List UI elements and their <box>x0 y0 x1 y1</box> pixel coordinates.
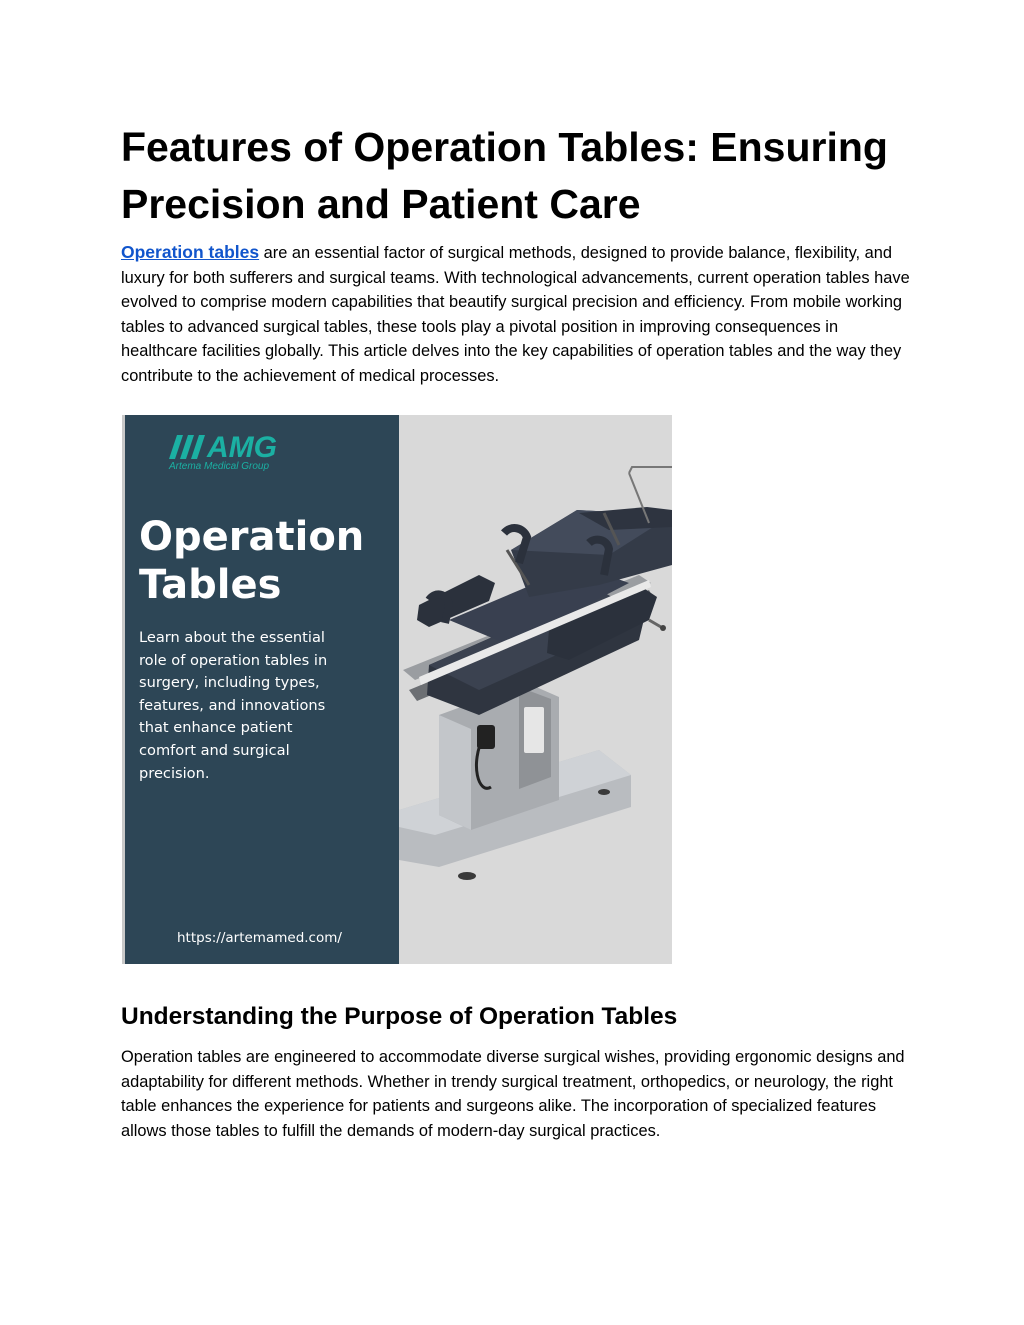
logo-bars-icon <box>169 433 209 463</box>
intro-text: are an essential factor of surgical methods, designed to provide balance, flexibility, and luxury for both sufferers and surgical teams. With technological advancements, current operation tables have evolved to comprise modern capabilities that beautify surgical precision and efficiency. From mobile working tables to advanced surgical tables, these tools play a pivotal position in improving consequences in healthcare facilities globally. This article delves into the key capabilities of operation tables and the way they contribute to the achievement of medical processes. <box>121 244 910 385</box>
banner-url: https://artemamed.com/ <box>177 930 342 946</box>
banner-text-panel <box>125 415 399 964</box>
amg-logo <box>169 433 319 473</box>
banner-heading: Operation Tables <box>139 514 365 608</box>
banner-description: Learn about the essential role of operation tables in surgery, including types, features, and innovations that enhance patient comfort and surgical precision. <box>139 629 328 782</box>
section-heading: Understanding the Purpose of Operation Tables <box>121 1003 678 1030</box>
intro-paragraph <box>121 240 911 388</box>
operation-tables-link[interactable]: Operation tables <box>121 242 260 262</box>
operation-table-photo <box>399 415 672 964</box>
logo-text: AMG <box>207 431 277 464</box>
logo-subtitle: Artema Medical Group <box>169 461 270 472</box>
section-paragraph: Operation tables are engineered to accommodate diverse surgical wishes, providing ergonomic designs and adaptability for different methods. Whether in trendy surgical treatment, orthopedics, or neurology, the right table enhances the experience for patients and surgeons alike. The incorporation of specialized features allows those tables to fulfill the demands of modern-day surgical practices. <box>121 1048 905 1140</box>
page-title: Features of Operation Tables: Ensuring Precision and Patient Care <box>121 124 888 227</box>
operation-tables-banner-image <box>122 415 672 964</box>
